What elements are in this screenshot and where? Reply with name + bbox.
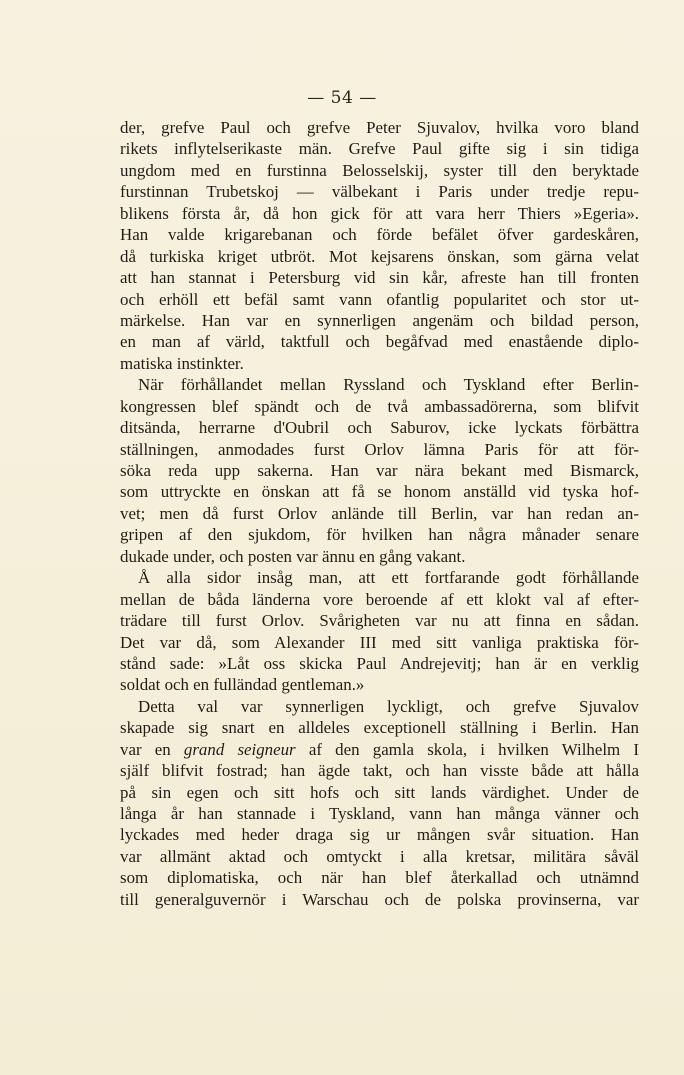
text-line: och erhöll ett befäl samt vann ofantlig popularitet och stor ut- [120, 289, 639, 309]
page-number: — 54 — [307, 88, 377, 108]
text-line: långa år han stannade i Tyskland, vann han många vänner och [120, 804, 639, 823]
text-line: söka reda upp sakerna. Han var nära bekant med Bismarck, [120, 461, 639, 480]
text-line: en man af värld, taktfull och begåfvad med enastående diplo- [120, 332, 639, 352]
text-line: ditsända, herrarne d'Oubril och Saburov, icke lyckats förbättra [120, 418, 639, 438]
text-line: vet; men då furst Orlov anlände till Berlin, var han redan an- [120, 503, 639, 523]
text-line: kongressen blef spändt och de två ambassadörerna, som blifvit [120, 396, 639, 416]
text-line: gripen af den sjukdom, för hvilken han några månader senare [120, 525, 639, 545]
body-text [120, 117, 639, 910]
text-line: matiska instinkter. [120, 353, 244, 373]
text-line: mellan de båda länderna vore beroende af ett klokt val af efter- [120, 589, 639, 609]
text-line: var allmänt aktad och omtyckt i alla kretsar, militära såväl [120, 846, 639, 866]
text-line: Å alla sidor insåg man, att ett fortfarande godt förhållande [138, 568, 639, 588]
text-line: då turkiska kriget utbröt. Mot kejsarens önskan, som gärna velat [120, 246, 639, 266]
text-line: blikens första år, då hon gick för att vara herr Thiers »Egeria». [120, 203, 639, 223]
text-line: att han stannat i Petersburg vid sin kår, afreste han till fronten [120, 268, 639, 288]
text-line: som uttryckte en önskan att få se honom anställd vid tyska hof- [120, 482, 639, 502]
text-line: Han valde krigarebanan och förde befälet öfver gardeskåren, [120, 225, 639, 245]
text-line: ställningen, anmodades furst Orlov lämna Paris för att för- [120, 439, 639, 459]
text-segment: var en [120, 739, 184, 759]
text-line: rikets inflytelserikaste män. Grefve Paul gifte sig i sin tidiga [120, 139, 639, 159]
text-line: stånd sade: »Låt oss skicka Paul Andrejevitj; han är en verklig [120, 653, 639, 673]
text-line: furstinnan Trubetskoj — välbekant i Paris under tredje repu- [120, 182, 639, 202]
text-line: som diplomatiska, och när han blef återkallad och utnämnd [120, 868, 639, 888]
text-line: ungdom med en furstinna Belosselskij, syster till den beryktade [120, 160, 639, 180]
text-segment: af den gamla skola, i hvilken Wilhelm I [295, 739, 639, 759]
text-line [120, 739, 639, 760]
text-line: skapade sig snart en alldeles exceptionell ställning i Berlin. Han [120, 718, 639, 738]
text-line: der, grefve Paul och grefve Peter Sjuvalov, hvilka voro bland [120, 118, 639, 137]
italic-phrase: grand seigneur [183, 739, 296, 759]
text-line: lyckades med heder draga sig ur mången svår situation. Han [120, 825, 639, 845]
text-line: Detta val var synnerligen lyckligt, och grefve Sjuvalov [138, 696, 639, 716]
text-line: Det var då, som Alexander III med sitt vanliga praktiska för- [120, 632, 639, 652]
text-line: trädare till furst Orlov. Svårigheten var nu att finna en sådan. [120, 611, 639, 631]
text-line: soldat och en fulländad gentleman.» [120, 675, 365, 695]
text-line: dukade under, och posten var ännu en gång vakant. [120, 546, 466, 566]
text-line: själf blifvit fostrad; han ägde takt, och han visste både att hålla [120, 761, 639, 781]
text-line: märkelse. Han var en synnerligen angenäm och bildad person, [120, 310, 639, 330]
text-line: på sin egen och sitt hofs och sitt lands värdighet. Under de [120, 782, 639, 802]
text-line: till generalguvernör i Warschau och de polska provinserna, var [120, 889, 639, 909]
text-line: När förhållandet mellan Ryssland och Tyskland efter Berlin- [138, 375, 639, 395]
